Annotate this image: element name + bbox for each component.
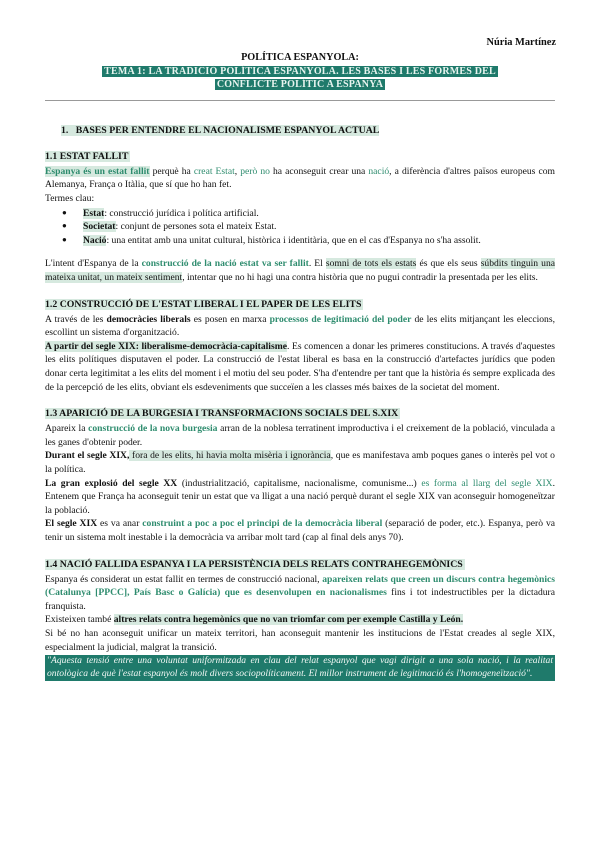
paragraph: A partir del segle XIX: liberalisme-democràcia-capitalisme. Es comencen a donar les primeres constitucions. A través d'aquestes les elits polítiques disputaven el poder. La construcció de l'estat liberal es basa en la construcció d'artefactes jurídics que poden donar certa legitimitat a les elits del moment i el motiu del seu poder. S'ha d'entendre per tant que la història és sempre explicada des de la percepció de les elits, obviant els esdeveniments que succeïen a les classes més baixes de la societat del moment.	[45, 340, 556, 393]
terms-label: Termes clau:	[45, 193, 95, 205]
paragraph: Durant el segle XIX, fora de les elits, hi havia molta misèria i ignorància, que es manifestava amb poques ganes o interès pel vot o la política.	[45, 450, 555, 475]
list-item: ● Nació: una entitat amb una unitat cultural, històrica i identitària, que en el cas d'Espanya no s'ha assolit.	[45, 234, 555, 248]
tema-heading	[0, 65, 600, 91]
subsection-1-1-heading: 1.1 ESTAT FALLIT	[45, 150, 129, 162]
paragraph: Espanya és considerat un estat fallit en termes de construcció nacional, apareixen relats que creen un discurs contra hegemònics (Catalunya [PPCC], País Basc o Galícia) que es desenvolupen en nacionalismes fins i tot indestructibles per la dictadura franquista.	[45, 573, 556, 612]
divider	[45, 100, 555, 101]
subsection-1-2-heading: 1.2 CONSTRUCCIÓ DE L'ESTAT LIBERAL I EL PAPER DE LES ELITS	[45, 298, 362, 310]
highlighted-quote: "Aquesta tensió entre una voluntat uniformitzada en clau del relat espanyol que vagi dirigit a una sola nació, i la realitat ontològica de què l'estat espanyol és molt divers sociopolíticament. El millor instrument de legitimació és l'homogeneïtzació".	[47, 655, 553, 679]
tema-line-1: TEMA 1: LA TRADICIÓ POLÍTICA ESPANYOLA. LES BASES I LES FORMES DEL	[104, 66, 496, 77]
section-1-heading: 1. BASES PER ENTENDRE EL NACIONALISME ESPANYOL ACTUAL	[61, 125, 380, 136]
terms-list	[45, 207, 555, 248]
tema-line-2: CONFLICTE POLÍTIC A ESPANYA	[216, 79, 384, 90]
subsection-1-3-heading: 1.3 APARICIÓ DE LA BURGESIA I TRANSFORMACIONS SOCIALS DEL S.XIX	[45, 408, 399, 420]
document-title: POLÍTICA ESPANYOLA:	[241, 52, 359, 63]
list-item: ● Societat: conjunt de persones sota el mateix Estat.	[45, 220, 555, 234]
paragraph: Existeixen també altres relats contra hegemònics que no van triomfar com per exemple Castilla y León.	[45, 614, 464, 626]
paragraph: L'intent d'Espanya de la construcció de la nació estat va ser fallit. El somni de tots els estats és que els seus súbdits tinguin una mateixa unitat, un mateix sentiment, intentar que no hi hagi una contra història que no pugui contradir la presentada per les elits.	[45, 258, 556, 284]
paragraph: El segle XIX es va anar construint a poc a poc el principi de la democràcia liberal (separació de poder, etc.). Espanya, però va tenir un sistema molt inestable i la democràcia va arribar molt tard (cap al final dels anys 70).	[45, 518, 555, 544]
paragraph: A través de les democràcies liberals es posen en marxa processos de legitimació del poder de les elits mitjançant les eleccions, escollint un sistema d'organització.	[45, 313, 555, 339]
list-item: ● Estat: construcció jurídica i política artificial.	[45, 207, 555, 221]
paragraph: Espanya és un estat fallit perquè ha creat Estat, però no ha aconseguit crear una nació, a diferència d'altres països europeus com Alemanya, França o Itàlia, que sí que ho han fet.	[45, 165, 555, 191]
paragraph: Apareix la construcció de la nova burgesia arran de la noblesa terratinent improductiva i el creixement de la població, vinculada a les ganes d'obtenir poder.	[45, 423, 556, 448]
author-name: Núria Martínez	[486, 37, 556, 48]
paragraph: La gran explosió del segle XX (industrialització, capitalisme, nacionalisme, comunisme...) es forma al llarg del segle XIX. Entenem que França ha aconseguit tenir un estat que va lligat a una nació perquè durant el segle XIX van aconseguir homogeneïtzar la població.	[45, 477, 555, 516]
content	[45, 124, 555, 681]
subsection-1-4-heading: 1.4 NACIÓ FALLIDA ESPANYA I LA PERSISTÈNCIA DELS RELATS CONTRAHEGEMÒNICS	[45, 558, 463, 570]
paragraph: Si bé no han aconseguit unificar un mateix territori, han aconseguit mantenir les institucions de l'Estat creades al segle XIX, especialment la judicial, malgrat la transició.	[45, 627, 555, 653]
